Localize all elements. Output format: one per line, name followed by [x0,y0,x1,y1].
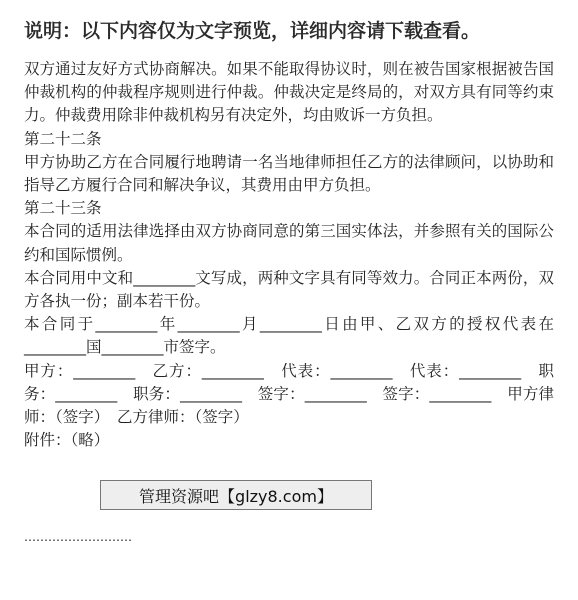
attachment-line: 附件：（略） [24,431,110,450]
paragraph-arbitration: 双方通过友好方式协商解决。如果不能取得协议时，则在被告国家根据被告国仲裁机构的仲裁程序规则进行仲裁。仲裁决定是终局的，对双方具有同等约束力。仲裁费用除非仲裁机构另有决定外，均由败诉一方负担。 [24,60,554,125]
article-heading-22: 第二十二条 [24,129,102,148]
article-heading-23: 第二十三条 [24,199,102,218]
paragraph-lawyer: 甲方协助乙方在合同履行地聘请一名当地律师担任乙方的法律顾问，以协助和指导乙方履行合同和解决争议，其费用由甲方负担。 [24,152,554,195]
signature-block: 甲方：________ 乙方：________ 代表：________ 代表：________ 职务：________ 职务：________ 签字：________ 签字：________ 甲方律师：（签字） 乙方律师：（签字） [24,361,554,427]
preview-notice: 说明：以下内容仅为文字预览，详细内容请下载查看。 [24,20,481,42]
watermark-banner: 管理资源吧【glzy8.com】 [100,480,372,510]
paragraph-applicable-law: 本合同的适用法律选择由双方协商同意的第三国实体法，并参照有关的国际公约和国际惯例。 [24,222,554,264]
paragraph-language: 本合同用中文和________文写成，两种文字具有同等效力。合同正本两份，双方各执一份；副本若干份。 [24,268,554,311]
ellipsis-dots: ……………………… [24,530,132,544]
paragraph-signing: 本合同于________年________月________日由甲、乙双方的授权代表在________国________市签字。 [24,315,554,357]
document-body [24,58,554,452]
